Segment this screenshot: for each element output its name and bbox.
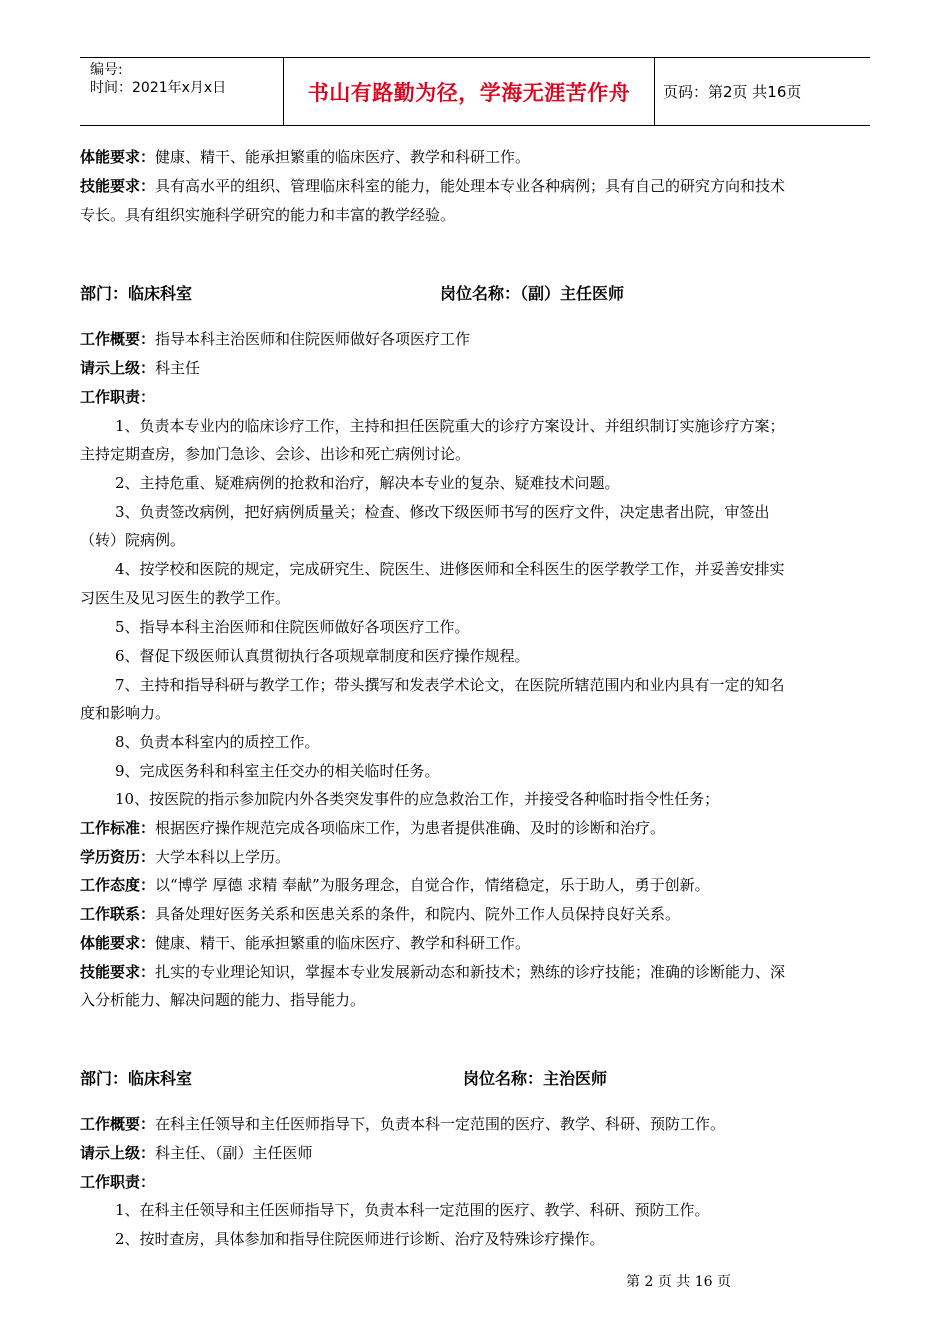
page-footer: 第 2 页 共 16 页 <box>626 1274 731 1290</box>
duty-item: 10、按医院的指示参加院内外各类突发事件的应急救治工作，并接受各种临时指令性任务； <box>115 790 720 808</box>
report-to: 请示上级：科主任、（副）主任医师 <box>80 1144 313 1162</box>
duty-item: 6、督促下级医师认真贯彻执行各项规章制度和医疗操作规程。 <box>115 647 530 665</box>
page-header <box>80 57 870 126</box>
header-page-number: 页码：第2页 共16页 <box>663 83 802 101</box>
department-heading: 部门：临床科室 <box>80 284 193 303</box>
duty-item: 3、负责签改病例，把好病例质量关；检查、修改下级医师书写的医疗文件，决定患者出院，审签出 <box>115 503 770 521</box>
physical-requirement: 体能要求：健康、精干、能承担繁重的临床医疗、教学和科研工作。 <box>80 934 531 952</box>
duty-item-cont: 习医生及见习医生的教学工作。 <box>80 589 291 607</box>
skill-requirement-cont: 入分析能力、解决问题的能力、指导能力。 <box>80 991 366 1009</box>
education: 学历资历：大学本科以上学历。 <box>80 848 291 866</box>
duty-item: 9、完成医务科和科室主任交办的相关临时任务。 <box>115 762 440 780</box>
document-time: 时间：2021年x月x日 <box>90 80 227 96</box>
skill-requirement: 技能要求：扎实的专业理论知识，掌握本专业发展新动态和新技术；熟练的诊疗技能；准确的诊断能力、深 <box>80 963 786 981</box>
duty-item: 2、按时查房，具体参加和指导住院医师进行诊断、治疗及特殊诊疗操作。 <box>115 1230 605 1248</box>
duty-item: 2、主持危重、疑难病例的抢救和治疗，解决本专业的复杂、疑难技术问题。 <box>115 474 620 492</box>
header-meta <box>80 58 284 125</box>
physical-requirement: 体能要求：健康、精干、能承担繁重的临床医疗、教学和科研工作。 <box>80 148 531 166</box>
work-overview: 工作概要：指导本科主治医师和住院医师做好各项医疗工作 <box>80 330 471 348</box>
duty-item-cont: （转）院病例。 <box>80 531 186 549</box>
skill-requirement-cont: 专长。具有组织实施科学研究的能力和丰富的教学经验。 <box>80 206 456 224</box>
document-number: 编号: <box>90 62 123 78</box>
duties-heading: 工作职责： <box>80 1173 156 1191</box>
position-heading: 岗位名称：主治医师 <box>463 1069 608 1088</box>
header-motto: 书山有路勤为径，学海无涯苦作舟 <box>307 80 631 105</box>
work-standard: 工作标准：根据医疗操作规范完成各项临床工作，为患者提供准确、及时的诊断和治疗。 <box>80 819 666 837</box>
duty-item: 7、主持和指导科研与教学工作；带头撰写和发表学术论文，在医院所辖范围内和业内具有一定的知名 <box>115 676 785 694</box>
duty-item: 1、负责本专业内的临床诊疗工作，主持和担任医院重大的诊疗方案设计、并组织制订实施诊疗方案； <box>115 417 785 435</box>
work-contact: 工作联系：具备处理好医务关系和医患关系的条件，和院内、院外工作人员保持良好关系。 <box>80 905 681 923</box>
work-overview: 工作概要：在科主任领导和主任医师指导下，负责本科一定范围的医疗、教学、科研、预防工作。 <box>80 1115 726 1133</box>
position-heading: 岗位名称：（副）主任医师 <box>440 284 625 303</box>
duty-item: 8、负责本科室内的质控工作。 <box>115 733 320 751</box>
department-heading: 部门：临床科室 <box>80 1069 193 1088</box>
duty-item-cont: 度和影响力。 <box>80 704 171 722</box>
work-attitude: 工作态度：以“博学 厚德 求精 奉献”为服务理念，自觉合作，情绪稳定，乐于助人，勇于创新。 <box>80 876 710 894</box>
skill-requirement: 技能要求：具有高水平的组织、管理临床科室的能力，能处理本专业各种病例；具有自己的研究方向和技术 <box>80 177 786 195</box>
duties-heading: 工作职责： <box>80 388 156 406</box>
duty-item-cont: 主持定期查房，参加门急诊、会诊、出诊和死亡病例讨论。 <box>80 445 471 463</box>
duty-item: 1、在科主任领导和主任医师指导下，负责本科一定范围的医疗、教学、科研、预防工作。 <box>115 1201 710 1219</box>
duty-item: 4、按学校和医院的规定，完成研究生、院医生、进修医师和全科医生的医学教学工作，并妥善安排实 <box>115 560 785 578</box>
report-to: 请示上级：科主任 <box>80 359 201 377</box>
header-motto-cell <box>284 58 655 125</box>
duty-item: 5、指导本科主治医师和住院医师做好各项医疗工作。 <box>115 618 470 636</box>
